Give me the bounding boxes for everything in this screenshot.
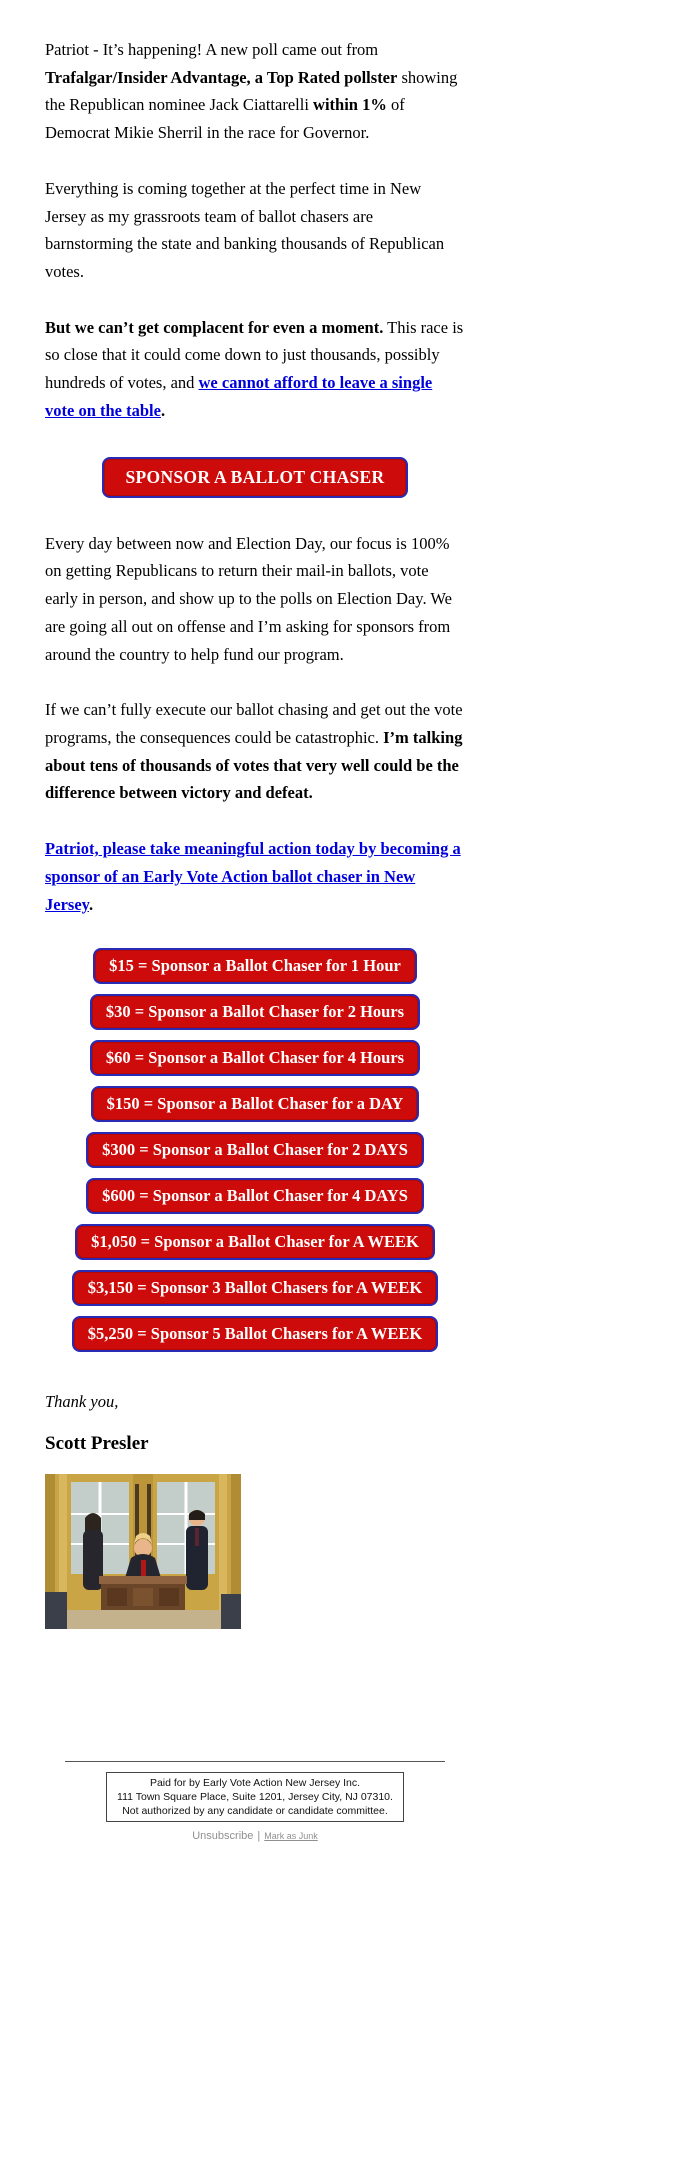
text-run: . xyxy=(88,894,94,914)
donation-button[interactable]: $1,050 = Sponsor a Ballot Chaser for A WEEK xyxy=(75,1224,435,1260)
donation-row xyxy=(45,1270,465,1306)
donation-button[interactable]: $300 = Sponsor a Ballot Chaser for 2 DAYS xyxy=(86,1132,424,1168)
disclaimer-line-1: Paid for by Early Vote Action New Jersey Inc. xyxy=(149,1776,361,1789)
text-run: Every day between now and Election Day, our focus is 100% on getting Republicans to return their mail-in ballots, vote early in person, and show up to the polls on Election Day. We are going all out on offense and I’m asking for sponsors from around the country to help fund our program. xyxy=(45,533,452,664)
separator: | xyxy=(257,1830,261,1843)
paragraph-consequences xyxy=(45,696,465,807)
donation-button[interactable]: $600 = Sponsor a Ballot Chaser for 4 DAYS xyxy=(86,1178,424,1214)
donation-row xyxy=(45,1132,465,1168)
donation-button[interactable]: $5,250 = Sponsor 5 Ballot Chasers for A WEEK xyxy=(72,1316,438,1352)
signature: Scott Presler xyxy=(45,1432,149,1454)
donation-row xyxy=(45,948,465,984)
text-run: If we can’t fully execute our ballot chasing and get out the vote programs, the consequences could be catastrophic. xyxy=(45,700,463,747)
oval-office-photo xyxy=(45,1474,241,1629)
unsubscribe-link[interactable]: Unsubscribe xyxy=(192,1830,254,1843)
closing-thanks: Thank you, xyxy=(45,1392,119,1412)
paragraph-complacent xyxy=(45,314,465,425)
donation-button[interactable]: $60 = Sponsor a Ballot Chaser for 4 Hours xyxy=(90,1040,420,1076)
text-run: But we can’t get complacent for even a moment. xyxy=(45,317,384,337)
donation-button[interactable]: $15 = Sponsor a Ballot Chaser for 1 Hour xyxy=(93,948,417,984)
paragraph-focus xyxy=(45,530,465,669)
inline-text-link[interactable]: we cannot afford to leave a single vote on the table xyxy=(45,373,433,420)
paragraph-action-link xyxy=(45,835,465,918)
text-run: within 1% xyxy=(313,95,387,115)
donation-button[interactable]: $30 = Sponsor a Ballot Chaser for 2 Hours xyxy=(90,994,420,1030)
text-run: Patriot - It’s happening! A new poll came out from xyxy=(45,40,379,59)
text-run: This race is so close that it could come down to just thousands, possibly hundreds of votes, and xyxy=(45,317,464,393)
paragraph-intro xyxy=(45,36,465,147)
donation-button[interactable]: $150 = Sponsor a Ballot Chaser for a DAY xyxy=(91,1086,420,1122)
cta-container xyxy=(45,457,465,498)
mark-as-junk-link[interactable]: Mark as Junk xyxy=(264,1831,318,1842)
donation-button[interactable]: $3,150 = Sponsor 3 Ballot Chasers for A WEEK xyxy=(72,1270,438,1306)
donation-row xyxy=(45,994,465,1030)
footer-divider xyxy=(65,1761,445,1762)
disclaimer-line-3: Not authorized by any candidate or candidate committee. xyxy=(122,1805,388,1818)
paid-for-disclaimer xyxy=(106,1772,404,1823)
email-content xyxy=(45,36,465,1629)
text-run: of Democrat Mikie Sherril in the race for Governor. xyxy=(45,95,405,143)
unsubscribe-row xyxy=(0,1830,510,1842)
donation-row xyxy=(45,1316,465,1352)
sponsor-ballot-chaser-button[interactable]: SPONSOR A BALLOT CHASER xyxy=(102,457,409,498)
paragraph-momentum xyxy=(45,175,465,286)
donation-row xyxy=(45,1224,465,1260)
text-run: Trafalgar/Insider Advantage, a Top Rated pollster xyxy=(45,67,398,87)
donation-buttons-group xyxy=(45,948,465,1352)
text-run: showing the Republican nominee Jack Ciattarelli xyxy=(45,67,458,115)
donation-row xyxy=(45,1178,465,1214)
text-run: Everything is coming together at the perfect time in New Jersey as my grassroots team of ballot chasers are barnstorming the state and banking thousands of Republican votes. xyxy=(45,178,445,282)
text-run: . xyxy=(160,400,166,420)
disclaimer-line-2: 111 Town Square Place, Suite 1201, Jersey City, NJ 07310. xyxy=(117,1791,393,1804)
oval-office-photo-art xyxy=(45,1474,241,1629)
donation-row xyxy=(45,1086,465,1122)
donation-row xyxy=(45,1040,465,1076)
inline-text-link[interactable]: Patriot, please take meaningful action today by becoming a sponsor of an Early Vote Action ballot chaser in New Jersey xyxy=(45,839,461,914)
text-run: I’m talking about tens of thousands of votes that very well could be the difference between victory and defeat. xyxy=(45,727,463,803)
